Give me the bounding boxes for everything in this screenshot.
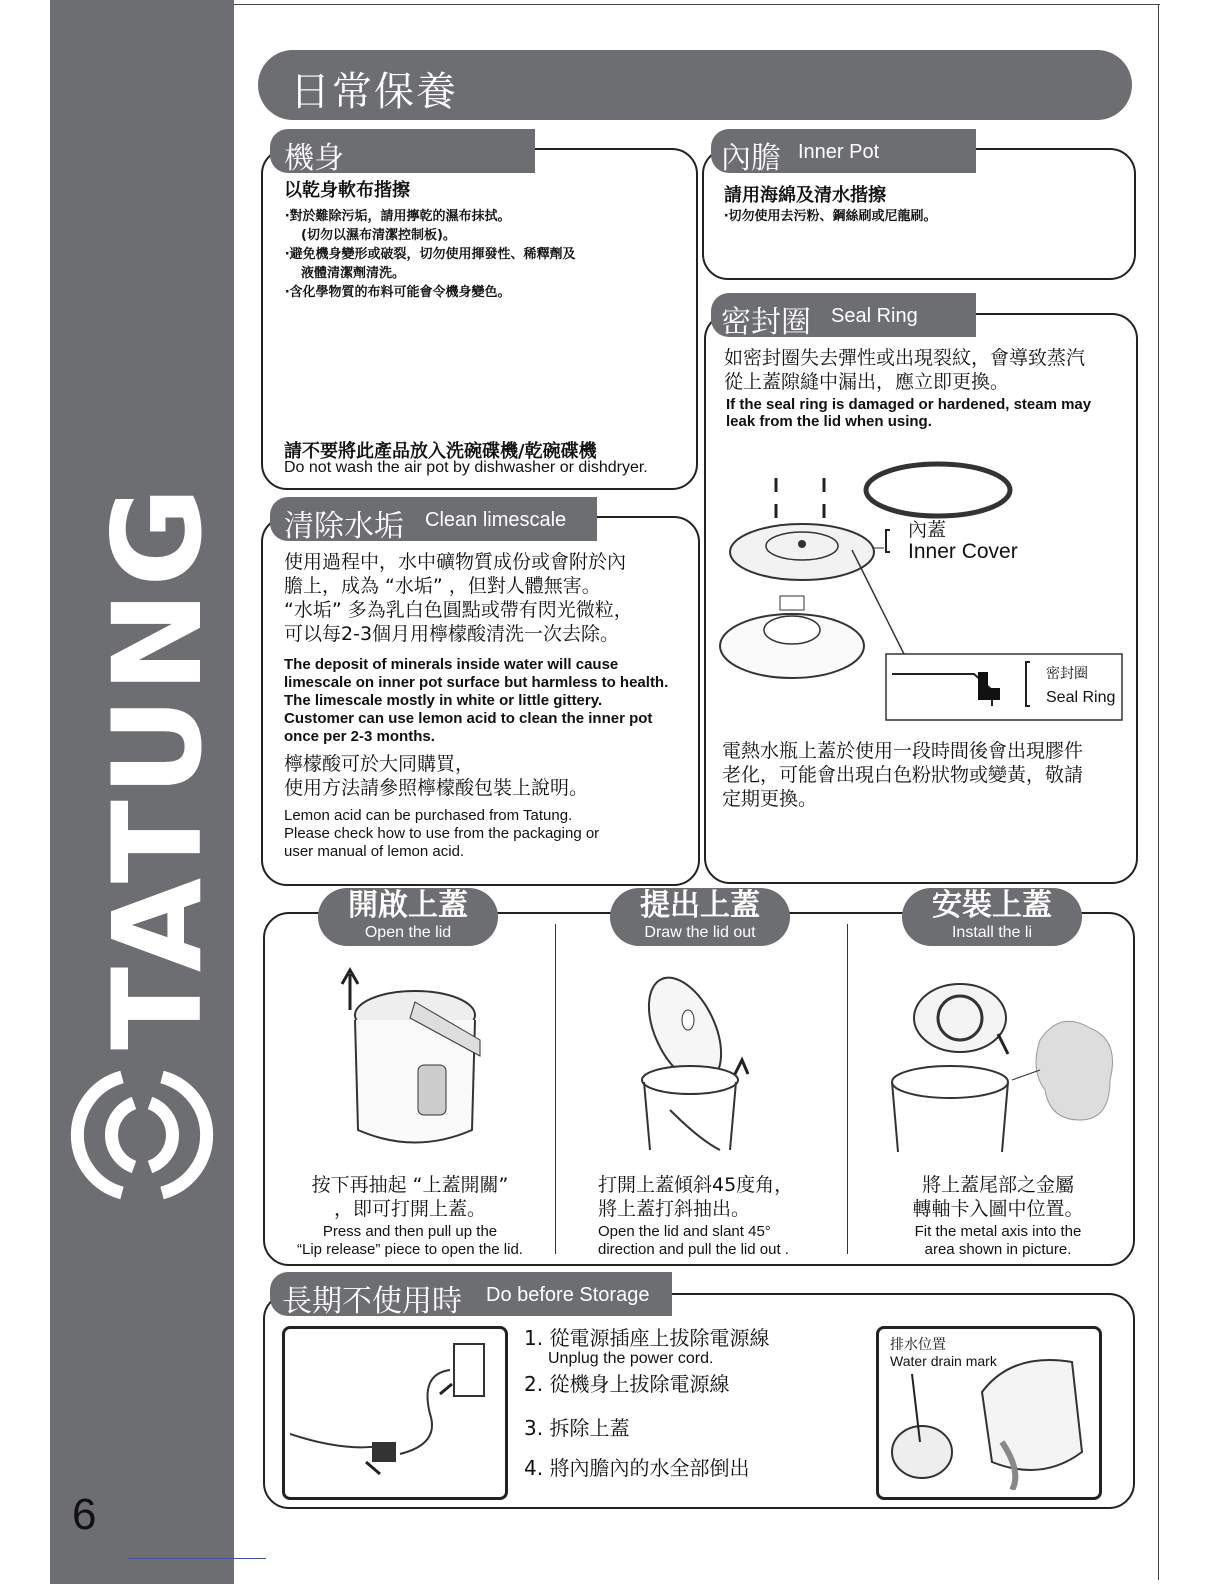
frame-top-line (234, 4, 1160, 5)
text-line: 使用過程中，水中礦物質成份或會附於內 (284, 551, 627, 573)
storage-step-zh: 3. 拆除上蓋 (524, 1416, 630, 1440)
seal-ring-icon (866, 464, 1010, 516)
tatung-logo (50, 360, 234, 1230)
storage-steps (524, 1326, 769, 1480)
storage-step-en: Unplug the power cord. (548, 1350, 714, 1367)
inner-pot-title-zh: 內膽 (721, 141, 781, 176)
text-line: 老化，可能會出現白色粉狀物或變黃，敬請 (722, 764, 1084, 786)
install-lid-illustration (880, 970, 1120, 1160)
text-line: Fit the metal axis into the (914, 1223, 1082, 1240)
text-line: Lemon acid can be purchased from Tatung. (284, 807, 573, 824)
text-line: leak from the lid when using. (726, 413, 932, 430)
bullet-text: ‧避免機身變形或破裂，切勿使用揮發性、稀釋劑及 (285, 247, 576, 262)
label-zh: 密封圈 (1046, 666, 1088, 682)
text-line: The deposit of minerals inside water will cause (284, 656, 619, 673)
step-open-lid-text (267, 1173, 553, 1259)
seal-ring-note (722, 739, 1083, 811)
limescale-title-zh: 清除水垢 (284, 509, 404, 544)
storage-title-en: Do before Storage (486, 1284, 650, 1306)
text-line: “水垢” 多為乳白色圓點或帶有閃光微粒， (284, 599, 633, 621)
seal-ring-label (1046, 662, 1115, 710)
text-line: 轉軸卡入圖中位置。 (912, 1198, 1084, 1220)
label-zh: 排水位置 (890, 1337, 946, 1353)
step-title-zh: 安裝上蓋 (932, 888, 1052, 923)
text-line: The limescale mostly in white or little gittery. (284, 692, 603, 709)
body-care-subtitle: 以乾身軟布揩擦 (284, 180, 410, 201)
tatung-emblem-icon (77, 1077, 206, 1193)
text-line: 可以每2-3個月用檸檬酸清洗一次去除。 (284, 623, 620, 645)
text-line: 將上蓋打斜抽出。 (598, 1198, 751, 1220)
step-title-en: Install the li (951, 924, 1033, 941)
dishwasher-warning-en: Do not wash the air pot by dishwasher or dishdryer. (284, 459, 648, 476)
text-line: 定期更換。 (722, 788, 818, 810)
storage-step-zh: 2. 從機身上拔除電源線 (524, 1372, 730, 1396)
text-line: user manual of lemon acid. (284, 843, 465, 860)
text-line: 檸檬酸可於大同購買， (284, 753, 475, 775)
step-divider (847, 924, 848, 1254)
unplug-illustration (290, 1334, 496, 1488)
draw-lid-illustration (630, 950, 780, 1160)
inner-pot-subtitle: 請用海綿及清水揩擦 (724, 185, 886, 206)
label-en: Water drain mark (890, 1353, 997, 1369)
step-title-zh: 提出上蓋 (640, 888, 760, 923)
step-draw-lid-text (598, 1173, 846, 1259)
dishwasher-warning-zh: 請不要將此產品放入洗碗碟機/乾碗碟機 (284, 441, 597, 462)
text-line: 打開上蓋傾斜45度角， (598, 1174, 794, 1196)
step-title-zh: 開啟上蓋 (348, 888, 468, 923)
frame-right-line (1158, 4, 1159, 1580)
step-title-en: Draw the lid out (644, 924, 756, 941)
brand-name: TATUNG (87, 482, 229, 1050)
label-zh: 內蓋 (908, 519, 947, 541)
text-line: 按下再抽起 “上蓋開關” (311, 1174, 509, 1196)
storage-step (524, 1326, 769, 1368)
seal-ring-text-zh (724, 346, 1085, 394)
text-line: 膽上，成為 “水垢” ，但對人體無害。 (284, 575, 601, 597)
text-line: Open the lid and slant 45° (598, 1223, 771, 1240)
limescale-text-zh (284, 550, 633, 646)
inner-pot-bullet: ‧切勿使用去污粉、鋼絲刷或尼龍刷。 (724, 209, 937, 224)
text-line: area shown in picture. (924, 1241, 1072, 1258)
step-divider (555, 924, 556, 1254)
bullet-text: 液體清潔劑清洗。 (301, 266, 406, 281)
page-title: 日常保養 (290, 69, 458, 115)
seal-ring-title-en: Seal Ring (831, 305, 918, 327)
limescale-tab (270, 497, 597, 544)
text-line: 電熱水瓶上蓋於使用一段時間後會出現膠件 (722, 740, 1084, 762)
text-line: “Lip release” piece to open the lid. (297, 1241, 523, 1258)
limescale-title-en: Clean limescale (425, 509, 567, 531)
seal-ring-title-zh: 密封圈 (721, 305, 811, 340)
step-title-en: Open the lid (364, 924, 452, 941)
body-care-title: 機身 (284, 141, 344, 176)
bullet-text: ‧含化學物質的布料可能會令機身變色。 (285, 285, 511, 300)
body-care-tab (270, 129, 535, 176)
seal-ring-text-en (726, 396, 1091, 430)
text-line: 使用方法請參照檸檬酸包裝上說明。 (284, 777, 589, 799)
inner-cover-label (908, 519, 1018, 563)
text-line: direction and pull the lid out . (598, 1241, 789, 1258)
footer-link-underline (128, 1558, 266, 1559)
text-line: limescale on inner pot surface but harmless to health. (284, 674, 669, 691)
lemon-acid-text-en (284, 807, 599, 861)
page-number: 6 (72, 1490, 97, 1539)
drain-mark-label (890, 1337, 997, 1369)
step-install-lid-badge (902, 888, 1082, 946)
limescale-text-en (284, 656, 668, 746)
text-line: 從上蓋隙縫中漏出，應立即更換。 (724, 371, 1010, 393)
text-line: 將上蓋尾部之金屬 (921, 1174, 1074, 1196)
bullet-text: ‧對於難除污垢，請用擰乾的濕布抹拭。 (285, 209, 511, 224)
bullet-text: (切勿以濕布清潔控制板)。 (301, 228, 456, 243)
page-title-bar (258, 50, 1132, 120)
text-line: Press and then pull up the (322, 1223, 498, 1240)
label-en: Seal Ring (1046, 689, 1116, 706)
storage-title-zh: 長期不使用時 (282, 1284, 462, 1319)
storage-step-zh: 4. 將內膽內的水全部倒出 (524, 1456, 750, 1480)
text-line: once per 2-3 months. (284, 728, 435, 745)
storage-step-zh: 1. 從電源插座上拔除電源線 (524, 1326, 770, 1350)
screw-icon (776, 478, 824, 518)
body-care-bullets (285, 207, 685, 302)
text-line: 如密封圈失去彈性或出現裂紋，會導致蒸汽 (724, 347, 1086, 369)
step-install-lid-text (850, 1173, 1146, 1259)
label-en: Inner Cover (908, 540, 1018, 563)
step-open-lid-badge (318, 888, 498, 946)
text-line: ，即可打開上蓋。 (333, 1198, 486, 1220)
inner-pot-title-en: Inner Pot (798, 141, 880, 163)
storage-tab (270, 1272, 672, 1319)
lemon-acid-text-zh (284, 752, 588, 800)
text-line: If the seal ring is damaged or hardened, steam may (726, 396, 1092, 413)
text-line: Customer can use lemon acid to clean the inner pot (284, 710, 653, 727)
open-lid-illustration (330, 960, 510, 1160)
step-draw-lid-badge (610, 888, 790, 946)
text-line: Please check how to use from the packaging or (284, 825, 600, 842)
inner-pot-tab (711, 129, 976, 176)
seal-ring-tab (711, 293, 976, 340)
